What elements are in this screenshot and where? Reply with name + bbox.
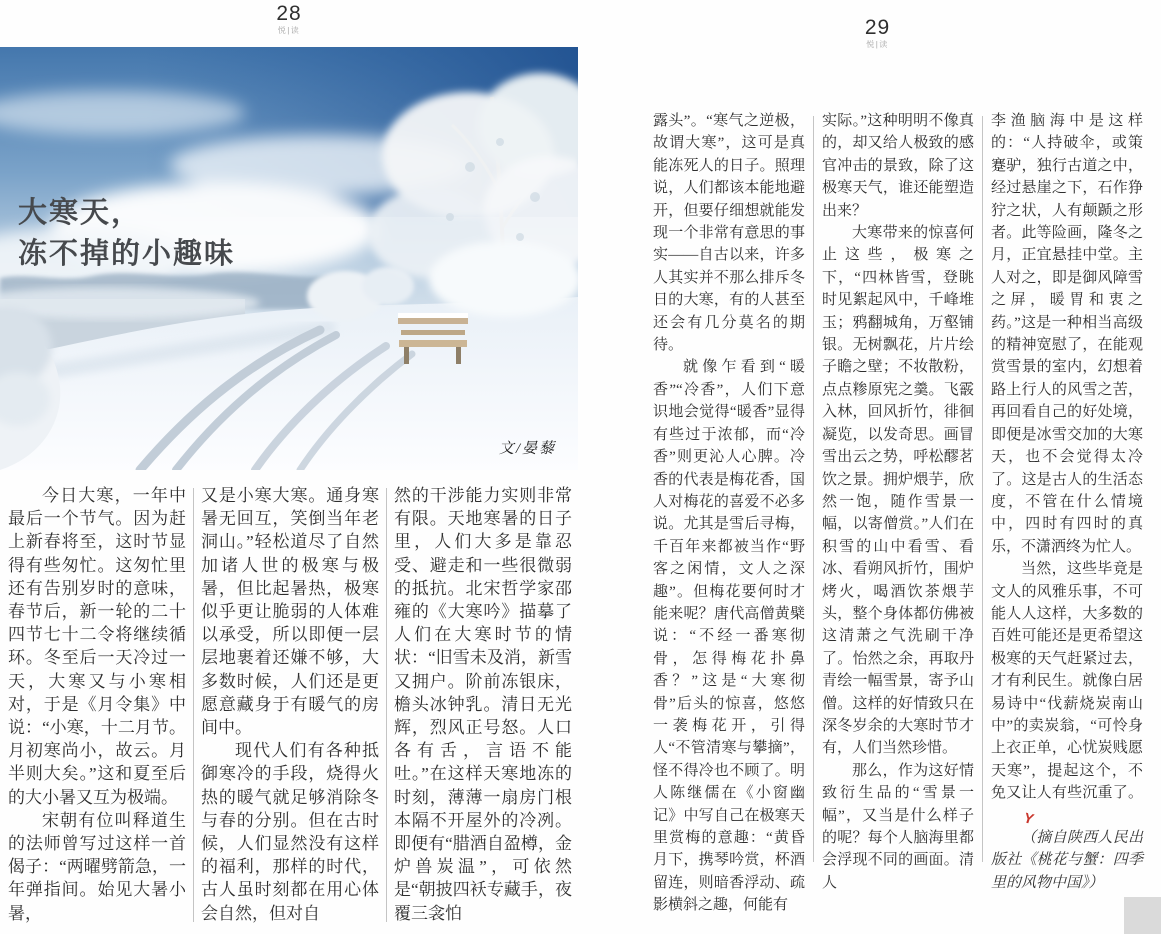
paragraph: 大寒带来的惊喜何止这些，极寒之下，“四林皆雪，登眺时见絮起风中，千峰堆玉；鸦翻城角，万壑铺银。无树飘花，片片绘子瞻之壁；不妆散粉，点点糁原宪之羹。飞霰入林，回风折竹，徘徊凝览，以发奇思。画冒雪出云之势，呼松醪茗饮之景。拥炉煨芋，欣然一饱，随作雪景一幅，以寄僧赏。”人们在积雪的山中看雪、看冰、看朔风折竹，围炉烤火，喝酒饮茶煨芋头，整个身体都仿佛被这清萧之气洗刷干净了。怡然之余，再取丹青绘一幅雪景，寄予山僧。这样的好情致只在深冬岁余的大寒时节才有，人们当然珍惜。 (822, 225, 974, 757)
left-section-label: 悦|读 (277, 26, 301, 35)
right-column-3 (991, 110, 1143, 891)
paragraph: 那么，作为这好情致衍生品的“雪景一幅”，又当是什么样子的呢？每个人脑海里都会浮现不同的画面。清人 (822, 762, 974, 891)
page-corner-box (1124, 897, 1161, 934)
paragraph: 宋朝有位叫释道生的法师曾写过这样一首偈子：“两曜劈箭急，一年弹指间。始见大暑小暑， (8, 810, 186, 923)
attribution-note: （摘自陕西人民出版社《桃花与蟹：四季里的风物中国》） (991, 830, 1143, 891)
left-column-3 (394, 484, 572, 930)
paragraph: 今日大寒，一年中最后一个节气。因为赶上新春将至，这时节显得有些匆忙。这匆忙里还有告别岁时的意味，春节后，新一轮的二十四节七十二令将继续循环。冬至后一天冷过一天，大寒又与小寒相对，于是《月令集》中说：“小寒，十二月节。月初寒尚小，故云。月半则大矣。”这和夏至后的大小暑又互为极端。 (8, 486, 186, 807)
paragraph: 又是小寒大寒。通身寒暑无回互，笑倒当年老洞山。”轻松道尽了自然加诸人世的极寒与极暑，但比起暑热，极寒似乎更让脆弱的人体难以承受，所以即便一层层地裹着还嫌不够，大多数时候，人们还是更愿意藏身于有暖气的房间中。 (201, 486, 379, 738)
column-divider (193, 488, 194, 922)
end-of-article-mark: Y (1021, 810, 1036, 828)
column-divider (982, 116, 983, 862)
paragraph: 当然，这些毕竟是文人的风雅乐事，不可能人人这样，大多数的百姓可能还是更希望这极寒的天气赶紧过去，才有利民生。就像白居易诗中“伐薪烧炭南山中”的卖炭翁，“可怜身上衣正单，心忧炭贱愿天寒”，提起这个，不免又让人有些沉重了。Y (991, 558, 1143, 827)
left-column-1 (8, 484, 186, 930)
article-title (18, 193, 235, 275)
winter-photo (0, 47, 578, 470)
column-divider (386, 488, 387, 922)
right-page-header (655, 16, 1100, 50)
right-page-columns (653, 110, 1145, 914)
left-column-2 (201, 484, 379, 930)
right-column-1 (653, 110, 805, 914)
left-page-header (0, 2, 578, 36)
paragraph: 现代人们有各种抵御寒冷的手段，烧得火热的暖气就足够消除冬与春的分别。但在古时候，人们显然没有这样的福利，那样的时代，古人虽时刻都在用心体会自然，但对自 (201, 741, 379, 923)
left-page-number: 28 (276, 2, 302, 25)
right-section-label: 悦|读 (866, 40, 889, 49)
paragraph: 就像乍看到“暖香”“冷香”，人们下意识地会觉得“暖香”显得有些过于浓郁，而“冷香”则更沁人心脾。冷香的代表是梅花香，国人对梅花的喜爱不必多说。尤其是雪后寻梅，千百年来都被当作“野客之闲情，文人之深趣”。但梅花要何时才能来呢？唐代高僧黄檗说：“不经一番寒彻骨，怎得梅花扑鼻香？”这是“大寒彻骨”后头的惊喜，悠悠一袭梅花开，引得人“不管清寒与攀摘”，怪不得冷也不顾了。明人陈继儒在《小窗幽记》中写自己在极寒天里赏梅的意趣：“黄昏月下，携琴吟赏，杯酒留连，则暗香浮动、疏影横斜之趣，何能有 (653, 359, 805, 914)
column-divider (813, 116, 814, 862)
right-column-2 (822, 110, 974, 891)
right-page-number: 29 (864, 16, 891, 39)
article-title-line1: 大寒天， (18, 197, 143, 229)
paragraph: 实际。”这种明明不像真的，却又给人极致的感官冲击的景致，除了这极寒天气，谁还能塑造出来？ (822, 113, 974, 219)
left-page-columns (8, 484, 574, 930)
paragraph: 露头”。“寒气之逆极，故谓大寒”，这可是真能冻死人的日子。照理说，人们都该本能地避开，但要仔细想就能发现一个非常有意思的事实——自古以来，许多人其实并不那么排斥冬日的大寒，有的人甚至还会有几分莫名的期待。 (653, 113, 805, 354)
paragraph: 李渔脑海中是这样的：“人持破伞，或策蹇驴，独行古道之中，经过悬崖之下，石作狰狞之状，人有颠踬之形者。此等险画，隆冬之月，正宜悬挂中堂。主人对之，即是御风障雪之屏，暖胃和衷之药。”这是一种相当高级的精神宽慰了，在能观赏雪景的室内，幻想着路上行人的风雪之苦，再回看自己的好处境，即便是冰雪交加的大寒天，也不会觉得太冷了。这是古人的生活态度，不管在什么情境中，四时有四时的真乐，不潇洒终为忙人。 (991, 113, 1143, 555)
article-title-line2: 冻不掉的小趣味 (18, 238, 236, 270)
paragraph: 然的干涉能力实则非常有限。天地寒暑的日子里，人们大多是靠忍受、避走和一些很微弱的抵抗。北宋哲学家邵雍的《大寒吟》描摹了人们在大寒时节的情状：“旧雪未及消，新雪又拥户。阶前冻银床，檐头冰钟乳。清日无光辉，烈风正号怒。人口各有舌，言语不能吐。”在这样天寒地冻的时刻，薄薄一扇房门根本隔不开屋外的冷冽。即便有“腊酒自盈樽，金炉兽炭温”，可依然是“朝披四袄专藏手，夜覆三衾怕 (394, 486, 572, 923)
author-credit: 文/晏藜 (498, 441, 556, 457)
